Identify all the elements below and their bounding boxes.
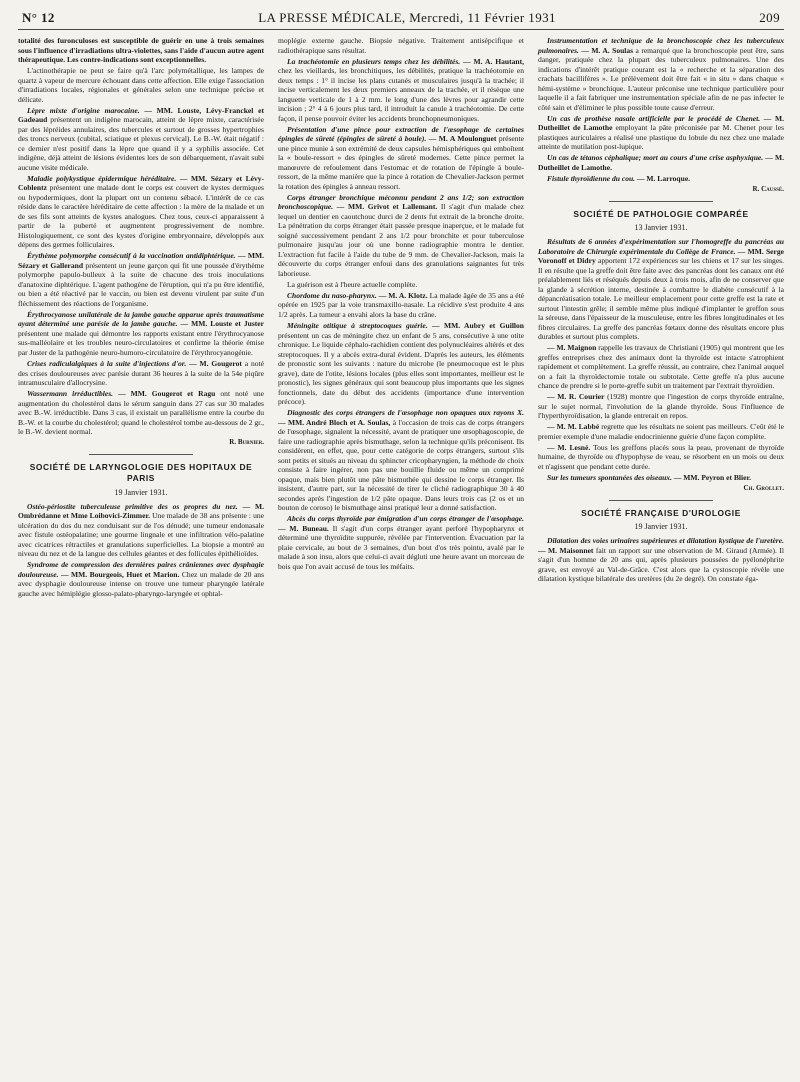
journal-title: LA PRESSE MÉDICALE, Mercredi, 11 Février 1931: [258, 10, 556, 25]
article-authors: — M. M. Labbé: [547, 422, 600, 432]
article-authors: — M. Ombrédanne et Mme Loibovici-Zimmer.: [18, 501, 264, 521]
article-authors: — MM. Serge Voronoff et Didry: [538, 246, 784, 266]
session-date: 19 Janvier 1931.: [634, 522, 688, 532]
article: [278, 408, 524, 513]
article-text: à l'occasion de trois cas de corps étrangers de l'œsophage, signalent la nécessité, avant de pratiquer une œsophagoscopie, de faire une radiographie après bismuthage, selon la technique qu'ils préconisent. Ils considèrent, en effet, que, pour cette catégorie de corps étrangers, surtout s'ils sont petits et situés au niveau du sphincter cricopharyngien, la méthode de choix consiste à faire ingérer, non pas une bouillie fluide ou même un comprimé opaque, mais bien plutôt une pâte bismuthée qui dessine le corps étranger. Ils insistent, d'autre part, sur la nécessité de tirer le cliché radiographique 30 à 40 secondes après l'ingestion de 1/2 pâte opaque. Dans leurs trois cas (2 os et un bouton de coroso) le bismuthage ainsi pratiqué leur a donné satisfaction.: [278, 417, 524, 513]
article-title: Sur les tumeurs spontanées des oiseaux.: [547, 473, 672, 483]
article-title: Méningite otitique à streptocoques guérie.: [287, 321, 428, 331]
article-text: présentent un jeune garçon qui fit une poussée d'érythème polymorphe papulo-bulleux à la suite de chacune des trois inoculations d'anatoxine diphtérique. L'agent pathogène de l'éruption, qui n'a pu être identifié, ou bien a été réactivé par le vaccin, ou bien est devenu virulent par suite d'un fléchissement des réactions de l'organisme.: [18, 260, 264, 308]
article-text: présentent une malade dont le corps est couvert de kystes dermiques ou hypodermiques, dont la plupart ont un contenu sébacé. L'intérêt de ce cas réside dans le caractère héréditaire de cette affection : la mère de la malade et un de ses fils sont atteints de kystes analogues. Chez tous, ceux-ci apparaissent à partir de la puberté et augmentent progressivement de nombre. Histologiquement, ce sont des kystes d'origine embryonnaire, développés aux dépens des germes folliculaires.: [18, 183, 264, 250]
article-authors: — MM. Peyron et Blier.: [673, 473, 751, 483]
article: [18, 251, 264, 308]
article-text: Chez un malade de 20 ans avec dysphagie douloureuse intense on trouve une tumeur pharyngée latérale gauche avec hémiplégie glosso-palato-pharyngo-laryngée et ophtal-: [18, 569, 265, 598]
column-3: [538, 36, 784, 1081]
article-authors: — MM. Louste et Juster: [180, 319, 265, 329]
article-title: Ostéo-périostite tuberculeuse primitive des os propres du nez.: [27, 501, 238, 511]
article: [278, 125, 524, 192]
columns: [18, 36, 784, 1081]
article: [278, 514, 524, 571]
article-text: (1928) montre que l'ingestion de corps thyroïde entraîne, sur le sujet normal, l'involution de la glande thyroïde. Sous l'influence de l'hyperthyroïdisation, la glande entrerait en repos.: [538, 392, 784, 421]
article-authors: — MM. Sézary et Gallerand: [18, 251, 264, 270]
article-title: Présentation d'une pince pour extraction de l'œsophage de certaines épingles de sûreté (épingles de sûreté à boule).: [278, 124, 524, 144]
article-title: La trachéotomie en plusieurs temps chez les débilités.: [287, 56, 461, 66]
article-title: Chordome du naso-pharynx.: [287, 290, 377, 300]
society-heading: SOCIÉTÉ FRANÇAISE D'UROLOGIE: [581, 507, 741, 518]
article-authors: — M. A. Klotz.: [378, 290, 428, 300]
article: [18, 106, 264, 173]
section-divider: [89, 454, 192, 455]
article-authors: — M. Buneau.: [278, 523, 329, 533]
paragraph: La guérison est à l'heure actuelle complète.: [287, 279, 418, 289]
society-heading: SOCIÉTÉ DE LARYNGOLOGIE DES HOPITAUX DE PARIS: [29, 462, 253, 484]
article-text: fait un rapport sur une observation de M. Giraud (Armée). Il s'agit d'un homme de 20 ans qui, après plusieurs poussées de pyélonéphrite grave, est envoyé au Val-de-Grâce. C'est alors que la cystoscopie révèle une dilatation kystique bilatérale des uretères (du 2e degré). On constate éga-: [538, 545, 784, 584]
paragraph: L'actinothérapie ne peut se faire qu'à l'arc polymétallique, les lampes de quartz à vapeur de mercure échouant dans cette affection. Elle exige l'association d'irradiations locales, régionales et générales selon une technique précise et délicate.: [18, 66, 264, 104]
section-divider: [609, 500, 712, 501]
article: [278, 57, 524, 124]
article-title: Érythème polymorphe consécutif à la vaccination antidiphtérique.: [27, 251, 236, 261]
article: [18, 560, 264, 598]
article-authors: — MM. Louste, Lévy-Franckel et Gadeaud: [18, 105, 264, 125]
article: [538, 536, 784, 584]
issue-number: N° 12: [22, 10, 55, 25]
article-title: Résultats de 6 années d'expérimentation sur l'homogreffe du pancréas au Laboratoire de Chirurgie expérimentale du Collège de France.: [538, 237, 784, 256]
article-text: Tous les greffons placés sous la peau, provenant de thyroïde humaine, de thyroïde ou d'hypophyse de veau, se résorbent en un mois ou deux et n'agissent que pendant cette durée.: [538, 442, 784, 471]
article-authors: — M. Dutheillet de Lamothe: [538, 113, 784, 133]
article: [538, 237, 784, 342]
article-title: Instrumentation et technique de la bronchoscopie chez les tuberculeux pulmonaires.: [538, 36, 784, 55]
article: [278, 321, 524, 407]
article-text: apportent 172 expériences sur les chiens et 17 sur les singes. Il en résulte que la greffe doit être faite avec des pancréas dont les canaux ont été préalablement liés et réséqués depuis deux à trois mois, afin de ne conserver que la glande à sécrétion interne, destinée à combattre le diabète consécutif à la dépancréatisation totale. Le meilleur emplacement pour cette greffe est la rate et surtout l'intestin grêle; il semble même plus indiqué d'implanter le greffon sous la séreuse, dans l'épaisseur de la musculeuse, entre les fibres longitudinales et les fibres circulaires. La greffe des pancréas fœtaux donne des résultats encore plus durables et surtout plus complets.: [538, 256, 784, 342]
article: [18, 174, 264, 250]
article-title: Un cas de tétanos céphalique; mort au cours d'une crise asphyxique.: [547, 153, 764, 163]
article-authors: — MM. André Bloch et A. Soulas,: [278, 417, 391, 427]
article-title: Maladie polykystique épidermique héréditaire.: [27, 173, 177, 183]
article-authors: — M. A. Soulas: [581, 45, 634, 55]
article: [18, 359, 264, 388]
session-date: 13 Janvier 1931.: [634, 223, 688, 233]
article-text: Il s'agit d'un malade chez lequel un dentier en caoutchouc durci de 2 dents fut extrait de la bronche droite. La pénétration du corps étranger était passée presque inaperçue, et le malade fut soigné successivement pendant 2 ans 1/2 pour bronchite et pour tuberculose pulmonaire jusqu'au jour où une bonne radiographie montra le dentier. L'extraction fut facile à l'aide du tube de 9 mm. de Chevalier-Jackson, mais la découverte du corps étranger enfoui dans des granulations saignantes fut très laborieuse.: [278, 202, 524, 278]
article-authors: — MM. Grivot et Lallemant.: [336, 202, 438, 212]
paragraph: moplégie externe gauche. Biopsie négative. Traitement antisépcifique et radiothérapique sans résultat.: [278, 36, 524, 55]
article-text: La malade âgée de 35 ans a été opérée en 1925 par la voie transmaxillo-nasale. La récidive s'est produite 4 ans 1/2 après. La tumeur a envahi alors la base du crâne.: [278, 290, 524, 319]
article-title: Lèpre mixte d'origine marocaine.: [27, 105, 140, 115]
article-title: Dilatation des voies urinaires supérieures et dilatation kystique de l'uretère.: [547, 536, 784, 546]
section-divider: [609, 201, 712, 202]
article-authors: — MM. Gougerot et Ragu: [118, 389, 216, 399]
article-title: Abcès du corps thyroïde par émigration d'un corps étranger de l'œsophage.: [287, 514, 524, 524]
article: [18, 502, 264, 559]
article-authors: — MM. Bourgeois, Huet et Marion.: [60, 569, 180, 579]
article-text: regrette que les résultats ne soient pas meilleurs. C'eût été le premier exemple d'une maladie endocrinienne guérie d'une façon complète.: [538, 422, 784, 441]
article-text: présentent un cas de méningite chez un enfant de 5 ans, consécutive à une otite chronique. Le liquide céphalo-rachidien contient des polynucléaires altérés et des streptocoques. Il y a abcès extra-dural évident. D'après les auteurs, les éléments de pronostic sont les suivants : nature du microbe (le pneumocoque est le plus grave), date de l'otite, lésions locales (plus elles sont importantes, meilleur est le pronostic), les signes généraux qui sont beaucoup plus importants que les signes fonctionnels, date du début des accidents (importance d'une intervention précoce).: [278, 330, 524, 407]
article-authors: — M. Maignon: [547, 343, 597, 353]
article-authors: — M. Maisonnet: [538, 545, 594, 555]
page-header: [18, 10, 784, 30]
article-text: ont noté une augmentation du cholestérol dans le sérum sanguin dans 27 cas sur 30 malades avec B.-W. irréductible. Dans 3 cas, il existait un parallélisme entre la courbe du B.-W. et la courbe du cholestérol; quand le cholestérol tombe au-dessous de 2 gr., le B.-W. devient normal.: [18, 389, 264, 437]
article-text: a remarqué que la bronchoscopie peut être, sans danger, pratiquée chez la plupart des tuberculeux pulmonaires. Une des indications d'intérêt pratique courant est la « recherche et la séparation des crachats bacillifères ». Le prélèvement doit être fait « in situ » dans chaque « hémi-système » bronchique. L'auteur préconise une technique particulière pour laquelle il a fait fabriquer une instrumentation spéciale afin de ne pas infecter le côté sain et d'éliminer le plus possible toute cause d'erreur.: [538, 45, 784, 112]
article-text: présentent une malade qui démontre les rapports existant entre l'érythrocyanose sus-malléolaire et les troubles neuro-circulatoires et confirme la théorie émise par Juster de la pathogénie neuro-humoro-circulatoire de l'érythrocyanogénie.: [18, 328, 264, 357]
article-text: employant la pâte préconisée par M. Chenet pour les plastiques auriculaires a réalisé une plastique du lobule du nez chez une malade atteinte de mutilation post-lupique.: [538, 123, 784, 152]
column-2: [278, 36, 524, 1081]
article-text: présente une pince munie à son extrémité de deux capsules hémisphériques qui emboîtent la « boule-ressort » des épingles de sûreté modernes. Cette pince permet la manœuvre de refoulement dans l'estomac et de rotation de l'épingle à boule-ressort, de la même manière que la pince à rotation de Chevalier-Jackson permet la rotation des épingles à anneau ressort.: [278, 134, 525, 191]
signature: R. Caussé.: [752, 184, 784, 193]
article-authors: — MM. Aubry et Guillon: [432, 321, 524, 331]
article: [538, 114, 784, 152]
article-title: Un cas de prothèse nasale artificielle par le procédé de Chenet.: [547, 113, 761, 123]
article-title: Fistule thyroïdienne du cou.: [547, 173, 636, 183]
article-title: Wassermann irréductibles.: [27, 389, 114, 399]
article-title: Érythrocyanose unilatérale de la jambe gauche apparue après traumatisme ayant déterminé une parésie de la jambe gauche.: [18, 309, 264, 329]
article-authors: — M. Gougerot: [189, 359, 242, 369]
article-authors: — M. A Moulonguet: [428, 134, 497, 144]
article: [538, 36, 784, 112]
signature: Ch. Grollet.: [743, 484, 784, 493]
article-text: présentent un indigène marocain, atteint de lèpre mixte, caractérisée par des lépréides annulaires, des tubercules et surtout de grosses hypertrophies des troncs nerveux (cubital, sciatique et plexus cervical). Le B.-W. était négatif : ce dernier n'est positif dans la lèpre que quand il y a syphilis associée. Cet indigène, déjà atteint de lésions évidentes lors de son débarquement, n'avait subi aucune visite médicale.: [18, 115, 264, 172]
article-text: rappelle les travaux de Christiani (1905) qui montrent que les greffes entreprises chez des animaux dont la thyroïde est intacte s'atrophient rapidement et complètement. La greffe réussit, au contraire, chez l'animal auquel on a fait la thyroïdectomie totale ou subtotale. Cette greffe n'a plus aucune chance de prendre si le porte-greffe subit un traitement par l'extrait thyroïdien.: [538, 343, 784, 391]
article: [18, 310, 264, 358]
society-heading: SOCIÉTÉ DE PATHOLOGIE COMPARÉE: [573, 208, 749, 219]
article-text: chez les vieillards, les bronchitiques, les débilités, pratique la trachéotomie en deux temps : 1° il incise les plans cutanés et musculaires jusqu'à la trachée; il incise verticalement les deux premiers anneaux de la trachée, et il résèque une languette verticale de 1 à 2 mm. le long d'une des lèvres pour agrandir cette incision ; 2° 4 à 6 jours plus tard, il introduit la canule à trachéotomie. De cette façon, il pense pouvoir éviter les accidents bronchopneumoniques.: [278, 66, 524, 123]
article-title: Crises radiculalgiques à la suite d'injections d'or.: [27, 359, 187, 369]
article-authors: — M. Dutheillet de Lamothe.: [538, 153, 784, 172]
article-text: Une malade de 38 ans présente : une ulcération du dos du nez conduisant sur de l'os dénudé; une tumeur endonasale avec fistule ostéopalatine; une gourme lingnale et une infiltration vélo-palatine avec cicatrices rétractiles et granulations superficielles. La biopsie a montré au niveau du nez et de la langue des cellules géantes et des follicules épithélioïdes.: [18, 511, 265, 559]
article: [538, 153, 784, 172]
article-title: Corps étranger bronchique méconnu pendant 2 ans 1/2; son extraction bronchoscopique.: [278, 192, 524, 212]
article-title: Diagnostic des corps étrangers de l'œsophage non opaques aux rayons X.: [287, 408, 524, 418]
article-authors: — M. Lesné.: [547, 442, 591, 452]
article: [278, 193, 524, 279]
article: [538, 473, 784, 483]
article: [278, 291, 524, 320]
article-text: Il s'agit d'un corps étranger ayant perforé l'hypopharynx et déterminé une thyroïdite suppurée, révélée par l'intervention. Évacuation par la plaie cervicale, au bout de 3 semaines, d'un bout d'os très pointu, avalé par le malade à son insu, alors que celui-ci avait dégluti une heure avant un morceau de bois que l'on avait accusé de tous les méfaits.: [278, 523, 525, 571]
signature: R. Burnier.: [229, 438, 264, 447]
page-number: 209: [759, 10, 780, 25]
article-authors: — MM. Sézary et Lévy-Coblentz: [18, 173, 265, 193]
column-1: [18, 36, 264, 1081]
article: [538, 392, 784, 421]
article-authors: — M. R. Courier: [547, 392, 605, 402]
article-authors: — M. Larroque.: [636, 173, 691, 183]
article: [538, 443, 784, 472]
article: [538, 422, 784, 441]
article-text: a noté des crises douloureuses avec parésie durant 36 heures à la suite de la 54e piqûre intramusculaire d'allocrysine.: [18, 359, 265, 388]
paragraph: totalité des furonculoses est susceptible de guérir en une à trois semaines sous l'influence d'irradiations ultra-violettes, sans l'aide d'aucun autre agent thérapeutique. Les contre-indications sont exceptionnelles.: [18, 36, 264, 64]
article: [18, 389, 264, 437]
article-authors: — M. A. Hautant,: [463, 56, 524, 66]
article: [538, 343, 784, 391]
article: [538, 174, 784, 184]
session-date: 19 Janvier 1931.: [114, 487, 168, 497]
article-title: Syndrome de compression des dernières paires crâniennes avec dysphagie douloureuse.: [18, 560, 264, 579]
